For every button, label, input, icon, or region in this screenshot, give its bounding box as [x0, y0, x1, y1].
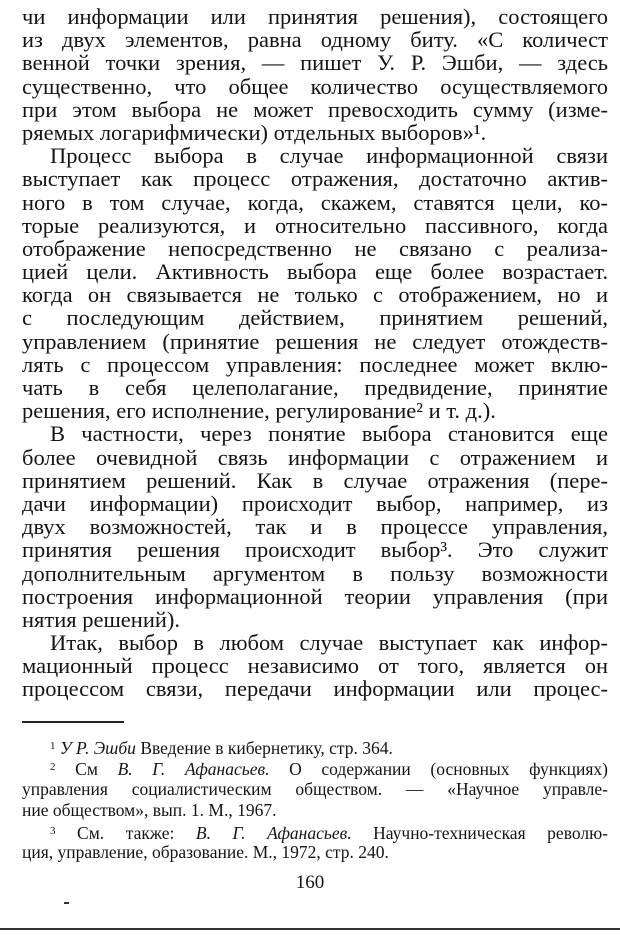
footnote-number: 3: [50, 825, 56, 838]
footnote-text: Введение в кибернетику, стр. 364.: [135, 738, 393, 758]
footnote-number: 2: [50, 761, 56, 774]
text-line: В частности, через понятие выбора становится еще: [50, 421, 608, 447]
footnote-number: 1: [50, 740, 56, 752]
text-line: ного в том случае, когда, скажем, ставятся цели, ко-: [22, 189, 608, 215]
text-line: ряемых логарифмически) отдельных выборов»¹.: [22, 119, 487, 145]
text-line: отображение непосредственно не связано с реализа-: [22, 235, 608, 261]
scan-mark: [64, 902, 69, 904]
text-line: построения информационной теории управления (при: [22, 583, 608, 609]
footnote-3: [22, 821, 608, 842]
text-line: Итак, выбор в любом случае выступает как инфор-: [50, 630, 608, 656]
footnote-text: См: [75, 759, 118, 780]
text-line: торые реализуются, и относительно пассивного, когда: [22, 212, 608, 238]
text-line: принятия решения происходит выбор³. Это служит: [22, 537, 608, 563]
text-line: двух возможностей, так и в процессе управления,: [22, 514, 608, 540]
footnote-line: ция, управление, образование. М., 1972, стр. 240.: [22, 842, 389, 863]
text-line: выступает как процесс отражения, достаточно актив-: [22, 166, 608, 192]
page-number: 160: [295, 872, 325, 893]
text-line: более очевидной связь информации с отражением и: [22, 444, 608, 470]
text-line: управлением (принятие решения не следует отождеств-: [22, 328, 608, 354]
footnote-text: О содержании (основных функциях): [269, 759, 608, 780]
text-line: чать в себя целеполагание, предвидение, принятие: [22, 375, 608, 400]
footnote-1: [22, 736, 608, 757]
text-line: когда он связывается не только с отображением, но и: [22, 282, 608, 308]
page-edge-line: [0, 928, 620, 930]
text-line: из двух элементов, равна одному биту. «С количест: [22, 27, 608, 53]
footnote-divider: [22, 721, 124, 723]
text-line: лять с процессом управления: последнее может вклю-: [22, 351, 608, 377]
text-line: нятия решений).: [22, 606, 181, 632]
footnote-2: [22, 757, 608, 778]
footnote-author: У Р. Эшби: [59, 738, 136, 758]
text-line: мационный процесс независимо от того, является он: [22, 653, 608, 679]
text-line: процессом связи, передачи информации или процес-: [22, 676, 608, 702]
text-line: Процесс выбора в случае информационной связи: [50, 143, 608, 169]
footnote-author: В. Г. Афанасьев.: [195, 823, 352, 844]
footnote-text: Научно-техническая револю-: [351, 823, 608, 844]
body-text: [22, 5, 608, 701]
text-line: принятием решений. Как в случае отражения (пере-: [22, 467, 608, 493]
text-line: дополнительным аргументом в пользу возможности: [22, 560, 608, 586]
footnotes: [22, 736, 608, 864]
text-line: дачи информации) происходит выбор, например, из: [22, 490, 608, 516]
footnote-line: ние обществом», вып. 1. М., 1967.: [22, 799, 277, 820]
footnote-text: См. также:: [77, 823, 196, 844]
text-line: при этом выбора не может превосходить сумму (изме-: [22, 96, 608, 122]
text-line: чи информации или принятия решения), состоящего: [22, 4, 608, 29]
text-line: цией цели. Активность выбора еще более возрастает.: [22, 259, 608, 285]
text-line: с последующим действием, принятием решений,: [22, 305, 608, 331]
text-line: решения, его исполнение, регулирование² и т. д.).: [22, 398, 496, 424]
footnote-author: В. Г. Афанасьев.: [117, 759, 270, 780]
text-line: венной точки зрения, — пишет У. Р. Эшби, — здесь: [22, 50, 608, 76]
footnote-line: управления социалистическим обществом. — «Научное управле-: [22, 778, 608, 799]
text-line: существенно, что общее количество осуществляемого: [22, 73, 608, 99]
